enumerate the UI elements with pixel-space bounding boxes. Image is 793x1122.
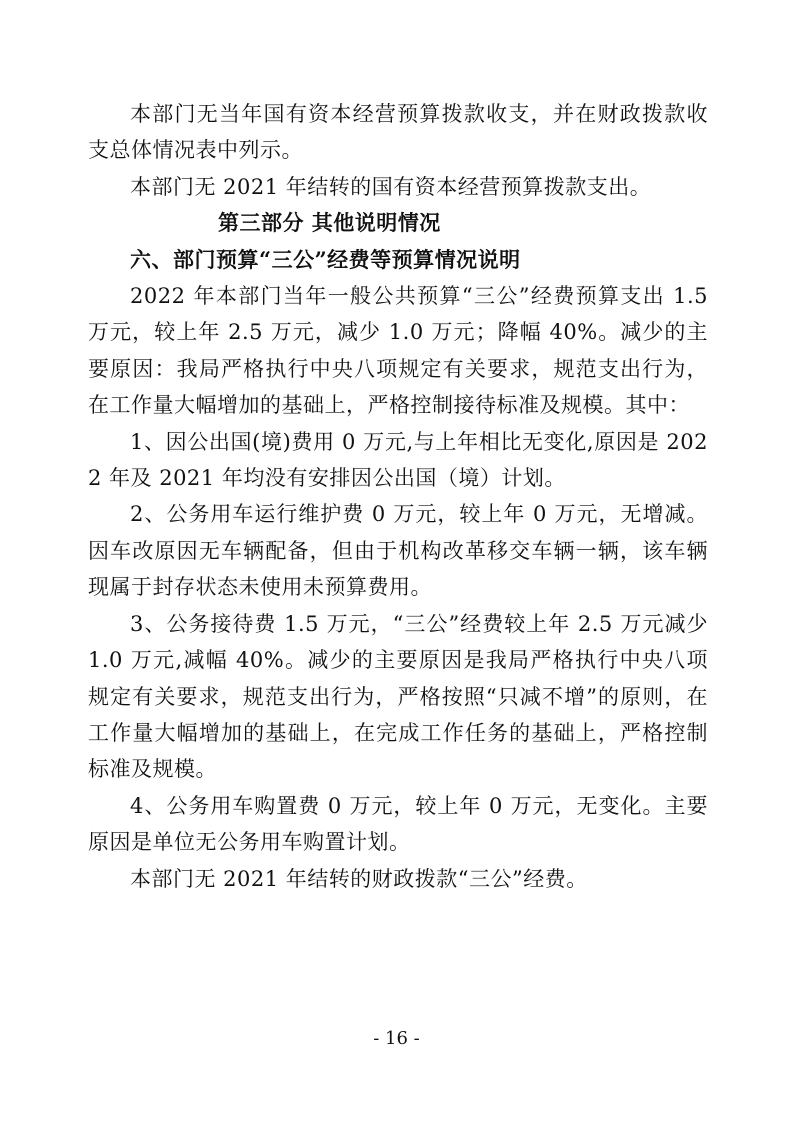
section-title: 第三部分 其他说明情况 xyxy=(218,210,441,236)
paragraph-state-capital-carryover: 本部门无 2021 年结转的国有资本经营预算拨款支出。 xyxy=(130,174,652,199)
paragraph-state-capital-none: 本部门无当年国有资本经营预算拨款收支，并在财政拨款收支总体情况表中列示。 xyxy=(88,102,708,163)
page-number: - 16 - xyxy=(373,1028,420,1049)
sub-title: 六、部门预算“三公”经费等预算情况说明 xyxy=(130,246,521,272)
paragraph-fiscal-carryover: 本部门无 2021 年结转的财政拨款“三公”经费。 xyxy=(130,866,588,891)
paragraph-vehicle-purchase: 4、公务用车购置费 0 万元，较上年 0 万元，无变化。主要原因是单位无公务用车购置计划。 xyxy=(88,793,708,855)
paragraph-vehicle-maintenance: 2、公务用车运行维护费 0 万元，较上年 0 万元，无增减。因车改原因无车辆配备，但由于机构改革移交车辆一辆，该车辆现属于封存状态未使用未预算费用。 xyxy=(88,502,708,600)
paragraph-three-public-summary: 2022 年本部门当年一般公共预算“三公”经费预算支出 1.5 万元，较上年 2.5 万元，减少 1.0 万元；降幅 40%。减少的主要原因：我局严格执行中央八项规定有关要求，规范支出行为，在工作量大幅增加的基础上，严格控制接待标准及规模。其中： xyxy=(88,284,708,418)
document-page xyxy=(88,96,708,897)
paragraph-overseas-travel: 1、因公出国(境)费用 0 万元,与上年相比无变化,原因是 2022 年及 2021 年均没有安排因公出国（境）计划。 xyxy=(88,429,708,491)
paragraph-reception: 3、公务接待费 1.5 万元，“三公”经费较上年 2.5 万元减少 1.0 万元,减幅 40%。减少的主要原因是我局严格执行中央八项规定有关要求，规范支出行为，严格按照“只减不增”的原则，在工作量大幅增加的基础上，在完成工作任务的基础上，严格控制标准及规模。 xyxy=(88,611,708,782)
